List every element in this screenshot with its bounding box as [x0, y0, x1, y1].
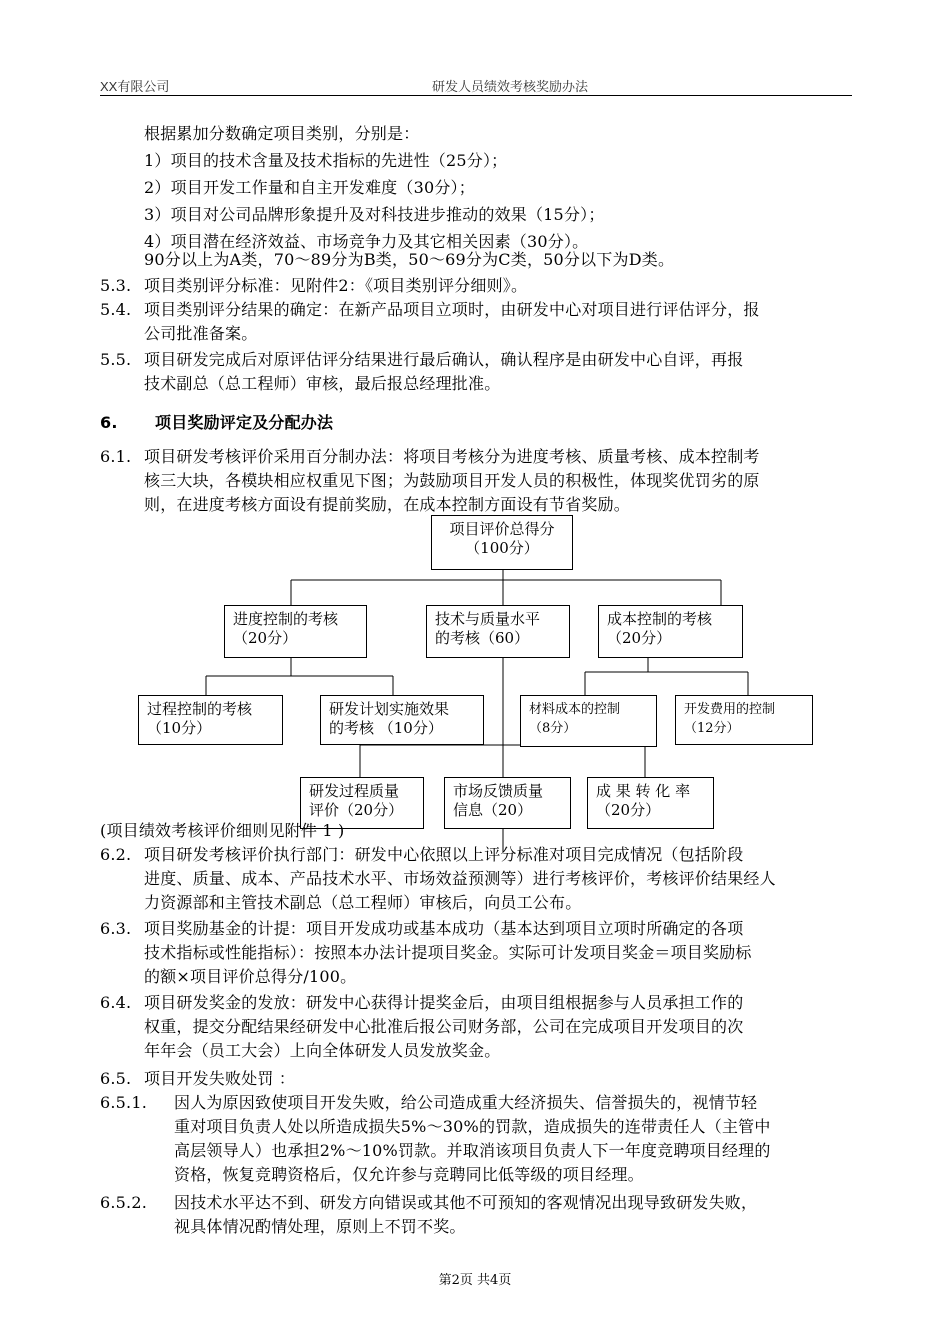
node-label: 过程控制的考核 — [147, 700, 253, 718]
node-label: 市场反馈质量 — [453, 782, 544, 800]
page-number: 第2页 共4页 — [438, 1273, 512, 1288]
section-number: 5.4. — [100, 300, 132, 319]
section-6-title: 项目奖励评定及分配办法 — [155, 413, 334, 432]
section-number: 5.3. — [100, 276, 132, 295]
node-score: （100分） — [465, 539, 539, 557]
section-5-4-line: 公司批准备案。 — [144, 324, 258, 343]
section-6-4-line: 项目研发奖金的发放：研发中心获得计提奖金后，由项目组根据参与人员承担工作的 — [144, 993, 744, 1012]
node-process-control — [138, 695, 283, 745]
node-label: 材料成本的控制 — [529, 702, 621, 717]
section-6-3-line: 的额×项目评价总得分/100。 — [144, 967, 357, 986]
node-score: （20分） — [596, 801, 661, 819]
section-6-1-line: 则，在进度考核方面设有提前奖励，在成本控制方面设有节省奖励。 — [144, 495, 631, 514]
node-tech-quality-assessment — [426, 605, 570, 658]
section-6-5-1-line: 因人为原因致使项目开发失败，给公司造成重大经济损失、信誉损失的，视情节轻 — [174, 1093, 758, 1112]
section-6-1-line: 项目研发考核评价采用百分制办法：将项目考核分为进度考核、质量考核、成本控制考 — [144, 447, 760, 466]
section-6-5-text: 项目开发失败处罚 ： — [144, 1069, 296, 1088]
section-6-number: 6. — [100, 413, 118, 432]
section-6-5-1-line: 高层领导人）也承担2%～10%罚款。并取消该项目负责人下一年度竞聘项目经理的 — [174, 1141, 771, 1160]
section-6-5-1-line: 资格，恢复竞聘资格后，仅允许参与竞聘同比低等级的项目经理。 — [174, 1165, 644, 1184]
section-6-2-line: 进度、质量、成本、产品技术水平、市场效益预测等）进行考核评价，考核评价结果经人 — [144, 869, 776, 888]
grading-rule: 90分以上为A类，70～89分为B类，50～69分为C类，50分以下为D类。 — [144, 250, 675, 269]
node-conversion-rate — [587, 777, 714, 829]
node-label: 研发计划实施效果 — [329, 700, 450, 718]
section-6-5-2-line: 视具体情况酌情处理，原则上不罚不奖。 — [174, 1217, 466, 1236]
criteria-item: 4）项目潜在经济效益、市场竞争力及其它相关因素（30分）。 — [144, 232, 589, 251]
section-6-4-line: 权重，提交分配结果经研发中心批准后报公司财务部，公司在完成项目开发项目的次 — [144, 1017, 744, 1036]
criteria-item: 2）项目开发工作量和自主开发难度（30分）； — [144, 178, 475, 197]
section-5-5-line: 项目研发完成后对原评估评分结果进行最后确认，确认程序是由研发中心自评，再报 — [144, 350, 744, 369]
node-label: 进度控制的考核 — [233, 610, 339, 628]
node-label: 成本控制的考核 — [607, 610, 713, 628]
section-number: 6.4. — [100, 993, 132, 1012]
node-dev-fee — [675, 695, 813, 745]
section-5-4-line: 项目类别评分结果的确定：在新产品项目立项时，由研发中心对项目进行评估评分，报 — [144, 300, 760, 319]
node-score: 的考核 （10分） — [329, 719, 443, 737]
section-6-1-line: 核三大块，各模块相应权重见下图；为鼓励项目开发人员的积极性，体现奖优罚劣的原 — [144, 471, 760, 490]
section-number: 6.3. — [100, 919, 132, 938]
node-score: 信息（20） — [453, 801, 533, 819]
node-score: （8分） — [529, 721, 577, 736]
section-6-3-line: 技术指标或性能指标）：按照本办法计提项目奖金。实际可计发项目奖金＝项目奖励标 — [144, 943, 752, 962]
node-total-score — [431, 515, 573, 570]
node-material-cost — [520, 695, 657, 747]
node-score: （20分） — [607, 629, 672, 647]
node-cost-assessment — [598, 605, 743, 658]
node-plan-effect — [320, 695, 484, 745]
node-score: 评价（20分） — [309, 801, 404, 819]
node-score: （12分） — [684, 721, 740, 736]
section-6-5-2-line: 因技术水平达不到、研发方向错误或其他不可预知的客观情况出现导致研发失败， — [174, 1193, 758, 1212]
section-number: 6.1. — [100, 447, 132, 466]
node-score: 的考核（60） — [435, 629, 530, 647]
section-number: 6.5.2. — [100, 1193, 147, 1212]
section-number: 5.5. — [100, 350, 132, 369]
node-score: （10分） — [147, 719, 212, 737]
section-number: 6.5. — [100, 1069, 132, 1088]
node-label: 开发费用的控制 — [684, 702, 776, 717]
header-company: XX有限公司 — [100, 79, 170, 94]
section-number: 6.5.1. — [100, 1093, 147, 1112]
node-label: 成 果 转 化 率 — [596, 782, 691, 800]
section-6-4-line: 年年会（员工大会）上向全体研发人员发放奖金。 — [144, 1041, 501, 1060]
intro-lead: 根据累加分数确定项目类别，分别是： — [144, 124, 420, 143]
node-score: （20分） — [233, 629, 298, 647]
criteria-item: 1）项目的技术含量及技术指标的先进性（25分）； — [144, 151, 508, 170]
section-6-2-line: 力资源部和主管技术副总（总工程师）审核后，向员工公布。 — [144, 893, 582, 912]
node-schedule-assessment — [224, 605, 367, 658]
section-5-3-text: 项目类别评分标准：见附件2：《项目类别评分细则》。 — [144, 276, 528, 295]
section-6-5-1-line: 重对项目负责人处以所造成损失5%～30%的罚款，造成损失的连带责任人（主管中 — [174, 1117, 771, 1136]
header-rule — [100, 95, 852, 96]
section-6-2-line: 项目研发考核评价执行部门：研发中心依照以上评分标准对项目完成情况（包括阶段 — [144, 845, 744, 864]
section-5-5-line: 技术副总（总工程师）审核，最后报总经理批准。 — [144, 374, 501, 393]
section-number: 6.2. — [100, 845, 132, 864]
criteria-item: 3）项目对公司品牌形象提升及对科技进步推动的效果（15分）； — [144, 205, 605, 224]
node-market-feedback — [444, 777, 571, 829]
diagram-note: (项目绩效考核评价细则见附件 1 ) — [100, 821, 345, 840]
header-doc-title: 研发人员绩效考核奖励办法 — [432, 79, 589, 94]
node-label: 技术与质量水平 — [435, 610, 541, 628]
section-6-3-line: 项目奖励基金的计提：项目开发成功或基本成功（基本达到项目立项时所确定的各项 — [144, 919, 744, 938]
node-label: 项目评价总得分 — [449, 520, 555, 538]
node-label: 研发过程质量 — [309, 782, 400, 800]
